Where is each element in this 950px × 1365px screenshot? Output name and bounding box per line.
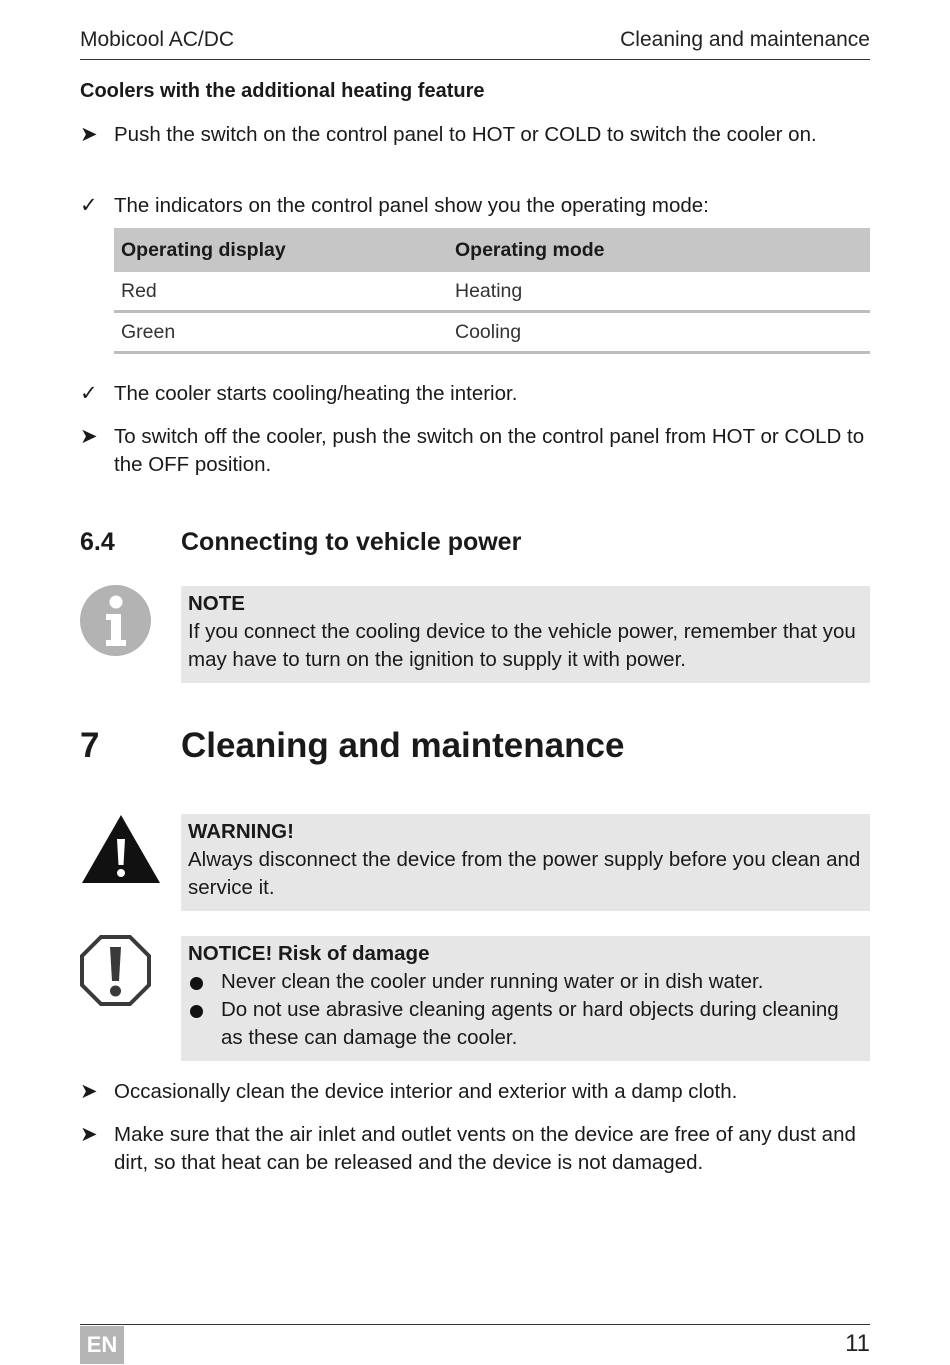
table-row — [114, 312, 870, 353]
footer-divider — [80, 1324, 870, 1325]
table-header-cell: Operating mode — [448, 228, 870, 272]
notice-item-text: Do not use abrasive cleaning agents or hard objects during cleaning as these can damage the cooler. — [221, 998, 839, 1049]
list-item — [188, 996, 863, 1052]
table-cell: Cooling — [448, 312, 870, 353]
section-7-title: Cleaning and maintenance — [181, 726, 625, 765]
notice-item-text: Never clean the cooler under running water or in dish water. — [221, 970, 764, 993]
cleaning-step-2: Make sure that the air inlet and outlet vents on the device are free of any dust and dirt, so that heat can be released and the device is not damaged. — [114, 1123, 856, 1174]
bullet-icon — [190, 1005, 203, 1018]
cleaning-step-1: Occasionally clean the device interior and exterior with a damp cloth. — [114, 1080, 738, 1103]
notice-list — [188, 968, 863, 1052]
warning-box — [181, 814, 870, 911]
section-6-4-title: Connecting to vehicle power — [181, 528, 522, 556]
heating-result-1: The indicators on the control panel show you the operating mode: — [114, 194, 709, 217]
table-header-cell: Operating display — [114, 228, 448, 272]
table-header-row — [114, 228, 870, 272]
heating-result-2: The cooler starts cooling/heating the interior. — [114, 382, 518, 405]
table-cell: Green — [114, 312, 448, 353]
operating-mode-table — [114, 228, 870, 354]
result-check-icon: ✓ — [80, 194, 98, 217]
warning-triangle-icon — [80, 813, 162, 885]
note-title: NOTE — [188, 592, 245, 615]
warning-text: Always disconnect the device from the power supply before you clean and service it. — [188, 848, 861, 899]
header-divider — [80, 59, 870, 60]
section-7-number: 7 — [80, 726, 100, 765]
table-cell: Heating — [448, 272, 870, 312]
heating-subheading: Coolers with the additional heating feature — [80, 80, 485, 102]
instruction-arrow-icon: ➤ — [80, 123, 98, 146]
info-icon — [80, 585, 151, 656]
notice-box — [181, 936, 870, 1061]
instruction-arrow-icon: ➤ — [80, 1123, 98, 1146]
table-cell: Red — [114, 272, 448, 312]
instruction-arrow-icon: ➤ — [80, 425, 98, 448]
section-6-4-number: 6.4 — [80, 528, 115, 556]
running-header-title: Mobicool AC/DC — [80, 28, 235, 51]
page-number: 11 — [845, 1330, 870, 1357]
bullet-icon — [190, 977, 203, 990]
heating-step-2: To switch off the cooler, push the switch on the control panel from HOT or COLD to the OFF position. — [114, 425, 865, 476]
notice-title: NOTICE! Risk of damage — [188, 942, 430, 965]
table-row — [114, 272, 870, 312]
language-badge: EN — [80, 1326, 124, 1364]
running-header-chapter: Cleaning and maintenance — [620, 28, 870, 51]
notice-octagon-icon — [80, 935, 151, 1006]
note-box — [181, 586, 870, 683]
result-check-icon: ✓ — [80, 382, 98, 405]
note-text: If you connect the cooling device to the vehicle power, remember that you may have to turn on the ignition to supply it with power. — [188, 620, 856, 671]
instruction-arrow-icon: ➤ — [80, 1080, 98, 1103]
warning-title: WARNING! — [188, 820, 294, 843]
heating-step-1: Push the switch on the control panel to HOT or COLD to switch the cooler on. — [114, 123, 817, 146]
list-item — [188, 968, 863, 996]
